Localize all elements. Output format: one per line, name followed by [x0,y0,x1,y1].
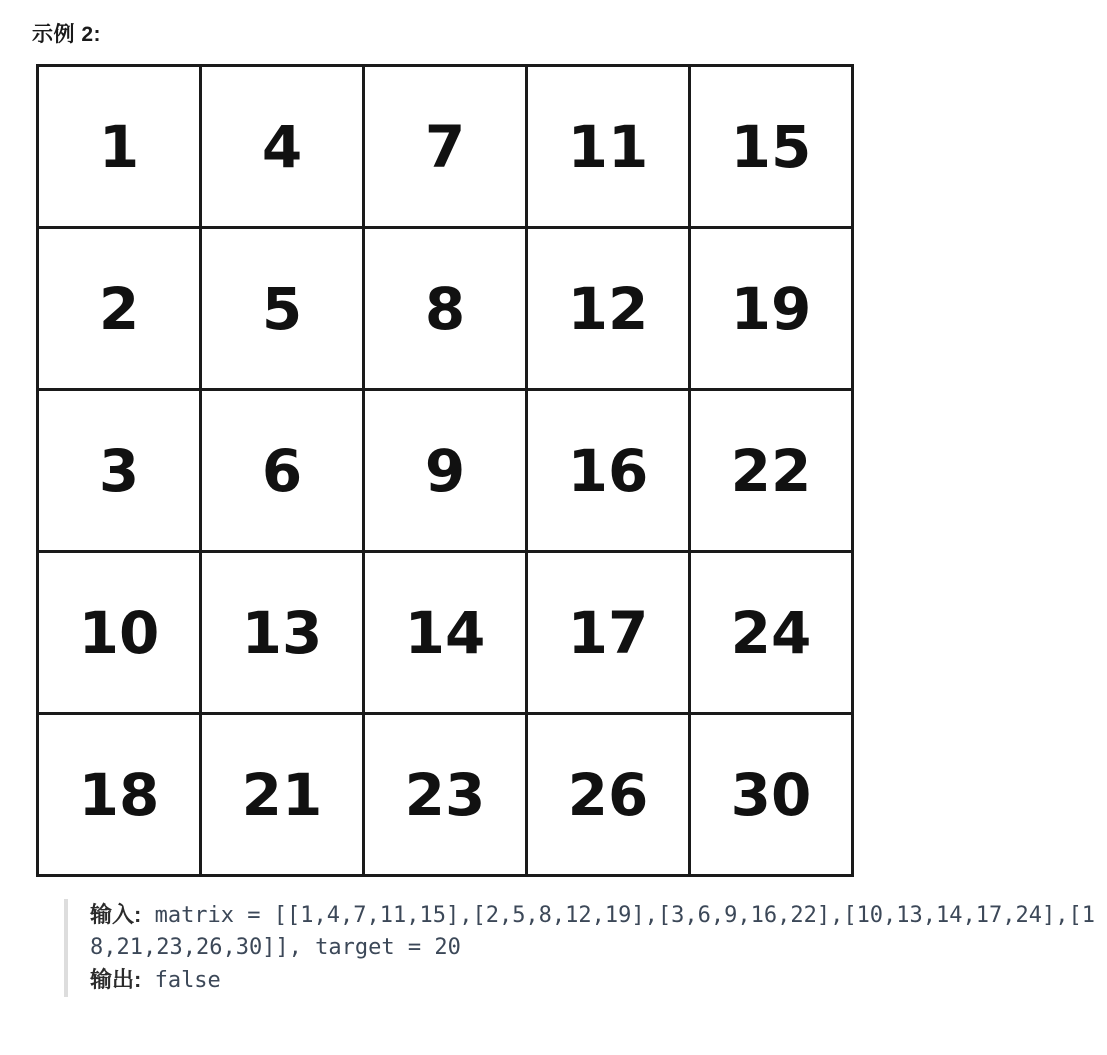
output-label: 输出: [90,966,142,992]
matrix-cell: 3 [38,390,201,552]
matrix-figure [36,64,1107,877]
input-value: matrix = [[1,4,7,11,15],[2,5,8,12,19],[3,6,9,16,22],[10,13,14,17,24],[18,21,23,26,30]], target = 20 [90,903,1095,960]
input-label: 输入: [90,902,142,927]
matrix-cell: 15 [690,66,853,228]
matrix-cell: 17 [527,552,690,714]
matrix-cell: 1 [38,66,201,228]
matrix-cell: 4 [201,66,364,228]
matrix-cell: 11 [527,66,690,228]
table-row [38,66,853,228]
matrix-cell: 7 [364,66,527,228]
matrix-cell: 22 [690,390,853,552]
table-row [38,228,853,390]
table-row [38,714,853,876]
matrix-cell: 2 [38,228,201,390]
matrix-cell: 19 [690,228,853,390]
matrix-cell: 26 [527,714,690,876]
output-value: false [141,967,221,993]
matrix-table [36,64,854,877]
output-line [90,964,1107,997]
matrix-cell: 13 [201,552,364,714]
matrix-cell: 21 [201,714,364,876]
matrix-cell: 23 [364,714,527,876]
table-row [38,552,853,714]
matrix-cell: 14 [364,552,527,714]
matrix-cell: 8 [364,228,527,390]
matrix-cell: 5 [201,228,364,390]
matrix-cell: 12 [527,228,690,390]
io-block [64,899,1107,997]
matrix-cell: 10 [38,552,201,714]
input-line [90,899,1107,964]
page-title: 示例 2: [32,23,102,46]
matrix-cell: 30 [690,714,853,876]
matrix-cell: 24 [690,552,853,714]
matrix-cell: 6 [201,390,364,552]
matrix-cell: 9 [364,390,527,552]
matrix-cell: 16 [527,390,690,552]
matrix-cell: 18 [38,714,201,876]
table-row [38,390,853,552]
